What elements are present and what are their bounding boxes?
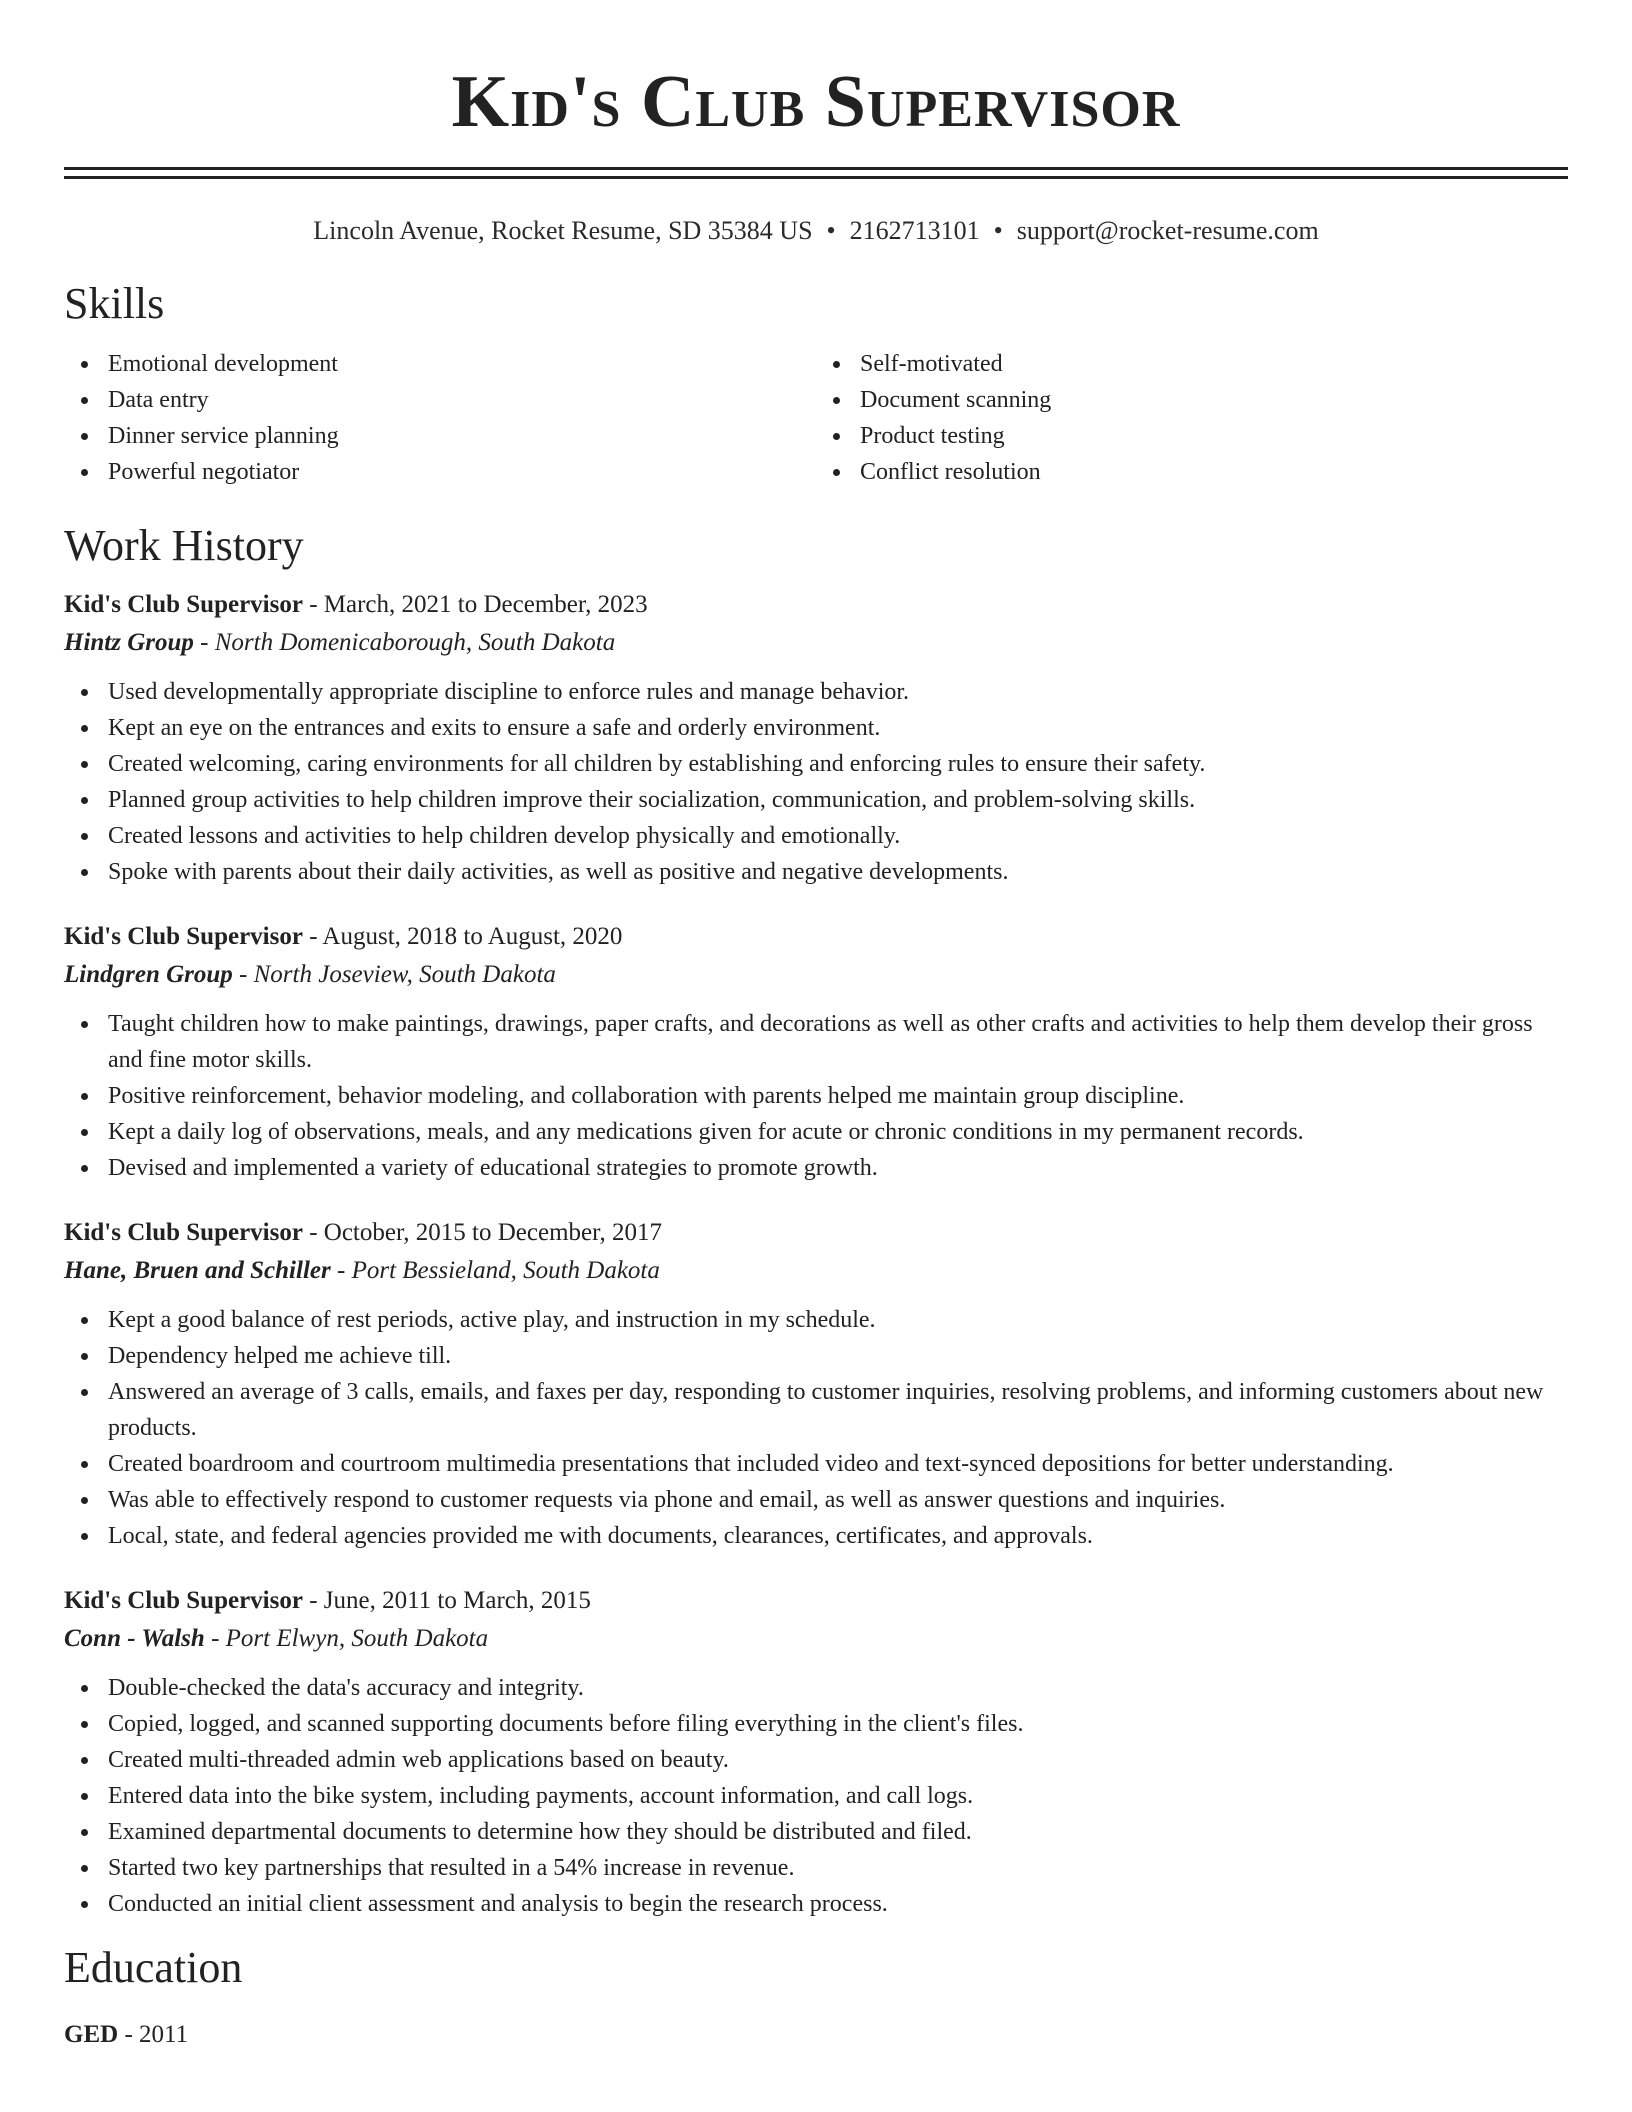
skills-list bbox=[64, 346, 1568, 490]
job-title-line bbox=[64, 586, 1568, 624]
resume-name: Kid's Club Supervisor bbox=[451, 61, 1181, 143]
dash: - bbox=[239, 961, 248, 988]
duty-item: Kept a daily log of observations, meals, and any medications given for acute or chronic conditions in my permanent records. bbox=[108, 1114, 1568, 1150]
job-duties bbox=[64, 1006, 1568, 1186]
job-title: Kid's Club Supervisor bbox=[64, 591, 303, 618]
duty-item: Answered an average of 3 calls, emails, and faxes per day, responding to customer inquiries, resolving problems, and informing customers about new products. bbox=[108, 1374, 1568, 1446]
skill-item: Self-motivated bbox=[860, 346, 1568, 382]
job-duties bbox=[64, 1302, 1568, 1554]
duty-item: Created lessons and activities to help children develop physically and emotionally. bbox=[108, 818, 1568, 854]
job-dates: June, 2011 to March, 2015 bbox=[323, 1587, 591, 1614]
dash: - bbox=[309, 1219, 318, 1246]
contact-line bbox=[64, 214, 1568, 248]
skill-item: Emotional development bbox=[108, 346, 816, 382]
company-name: Hintz Group bbox=[64, 629, 194, 656]
dash: - bbox=[336, 1257, 346, 1284]
duty-item: Double-checked the data's accuracy and integrity. bbox=[108, 1670, 1568, 1706]
company-location: Port Elwyn, South Dakota bbox=[225, 1625, 489, 1652]
job-title-line bbox=[64, 918, 1568, 956]
duty-item: Started two key partnerships that resulted in a 54% increase in revenue. bbox=[108, 1850, 1568, 1886]
job-title: Kid's Club Supervisor bbox=[64, 1219, 303, 1246]
company-line bbox=[64, 624, 1568, 662]
skills-column-left bbox=[64, 346, 816, 490]
duty-item: Planned group activities to help children improve their socialization, communication, and problem-solving skills. bbox=[108, 782, 1568, 818]
company-location: North Joseview, South Dakota bbox=[253, 961, 556, 988]
job-duties bbox=[64, 1670, 1568, 1922]
company-name: Conn - Walsh bbox=[64, 1625, 205, 1652]
duty-item: Taught children how to make paintings, drawings, paper crafts, and decorations as well as other crafts and activities to help them develop their gross and fine motor skills. bbox=[108, 1006, 1568, 1078]
duty-item: Kept an eye on the entrances and exits to ensure a safe and orderly environment. bbox=[108, 710, 1568, 746]
job-entry bbox=[64, 586, 1568, 890]
dash: - bbox=[309, 591, 318, 618]
header-rule-bottom bbox=[64, 176, 1568, 179]
skill-item: Data entry bbox=[108, 382, 816, 418]
company-location: North Domenicaborough, South Dakota bbox=[214, 629, 616, 656]
skill-item: Powerful negotiator bbox=[108, 454, 816, 490]
education-year: 2011 bbox=[139, 2021, 189, 2048]
job-entry bbox=[64, 1214, 1568, 1554]
dash: - bbox=[200, 629, 209, 656]
skills-column-right bbox=[816, 346, 1568, 490]
header-rule-top bbox=[64, 167, 1568, 170]
work-history-heading: Work History bbox=[64, 521, 304, 570]
skill-item: Product testing bbox=[860, 418, 1568, 454]
skill-item: Document scanning bbox=[860, 382, 1568, 418]
duty-item: Created welcoming, caring environments for all children by establishing and enforcing rules to ensure their safety. bbox=[108, 746, 1568, 782]
job-title-line bbox=[64, 1582, 1568, 1620]
duty-item: Dependency helped me achieve till. bbox=[108, 1338, 1568, 1374]
job-dates: October, 2015 to December, 2017 bbox=[323, 1219, 662, 1246]
duty-item: Copied, logged, and scanned supporting documents before filing everything in the client's files. bbox=[108, 1706, 1568, 1742]
skills-heading: Skills bbox=[64, 279, 165, 328]
duty-item: Entered data into the bike system, including payments, account information, and call logs. bbox=[108, 1778, 1568, 1814]
duty-item: Local, state, and federal agencies provided me with documents, clearances, certificates, and approvals. bbox=[108, 1518, 1568, 1554]
duty-item: Kept a good balance of rest periods, active play, and instruction in my schedule. bbox=[108, 1302, 1568, 1338]
dash: - bbox=[309, 1587, 318, 1614]
company-name: Lindgren Group bbox=[64, 961, 233, 988]
skill-item: Conflict resolution bbox=[860, 454, 1568, 490]
contact-address: Lincoln Avenue, Rocket Resume, SD 35384 US bbox=[313, 216, 813, 245]
duty-item: Devised and implemented a variety of educational strategies to promote growth. bbox=[108, 1150, 1568, 1186]
resume-page bbox=[64, 0, 1568, 2054]
skill-item: Dinner service planning bbox=[108, 418, 816, 454]
job-entry bbox=[64, 1582, 1568, 1922]
company-line bbox=[64, 1252, 1568, 1290]
duty-item: Spoke with parents about their daily activities, as well as positive and negative developments. bbox=[108, 854, 1568, 890]
dash: - bbox=[124, 2021, 133, 2048]
company-line bbox=[64, 956, 1568, 994]
duty-item: Positive reinforcement, behavior modeling, and collaboration with parents helped me maintain group discipline. bbox=[108, 1078, 1568, 1114]
education-heading: Education bbox=[64, 1943, 243, 1992]
dash: - bbox=[211, 1625, 220, 1652]
contact-separator: • bbox=[826, 216, 836, 245]
contact-separator: • bbox=[993, 216, 1003, 245]
job-dates: March, 2021 to December, 2023 bbox=[323, 591, 648, 618]
duty-item: Examined departmental documents to determine how they should be distributed and filed. bbox=[108, 1814, 1568, 1850]
dash: - bbox=[309, 923, 318, 950]
job-entry bbox=[64, 918, 1568, 1186]
duty-item: Was able to effectively respond to customer requests via phone and email, as well as answer questions and inquiries. bbox=[108, 1482, 1568, 1518]
company-location: Port Bessieland, South Dakota bbox=[351, 1257, 660, 1284]
job-title: Kid's Club Supervisor bbox=[64, 1587, 303, 1614]
job-title-line bbox=[64, 1214, 1568, 1252]
duty-item: Used developmentally appropriate discipline to enforce rules and manage behavior. bbox=[108, 674, 1568, 710]
duty-item: Created multi-threaded admin web applications based on beauty. bbox=[108, 1742, 1568, 1778]
contact-email: support@rocket-resume.com bbox=[1016, 216, 1319, 245]
company-name: Hane, Bruen and Schiller bbox=[64, 1257, 331, 1284]
contact-phone: 2162713101 bbox=[849, 216, 980, 245]
education-entry bbox=[64, 2016, 1568, 2054]
job-duties bbox=[64, 674, 1568, 890]
degree-name: GED bbox=[64, 2021, 119, 2048]
duty-item: Conducted an initial client assessment and analysis to begin the research process. bbox=[108, 1886, 1568, 1922]
job-dates: August, 2018 to August, 2020 bbox=[322, 923, 623, 950]
company-line bbox=[64, 1620, 1568, 1658]
job-title: Kid's Club Supervisor bbox=[64, 923, 303, 950]
duty-item: Created boardroom and courtroom multimedia presentations that included video and text-synced depositions for better understanding. bbox=[108, 1446, 1568, 1482]
